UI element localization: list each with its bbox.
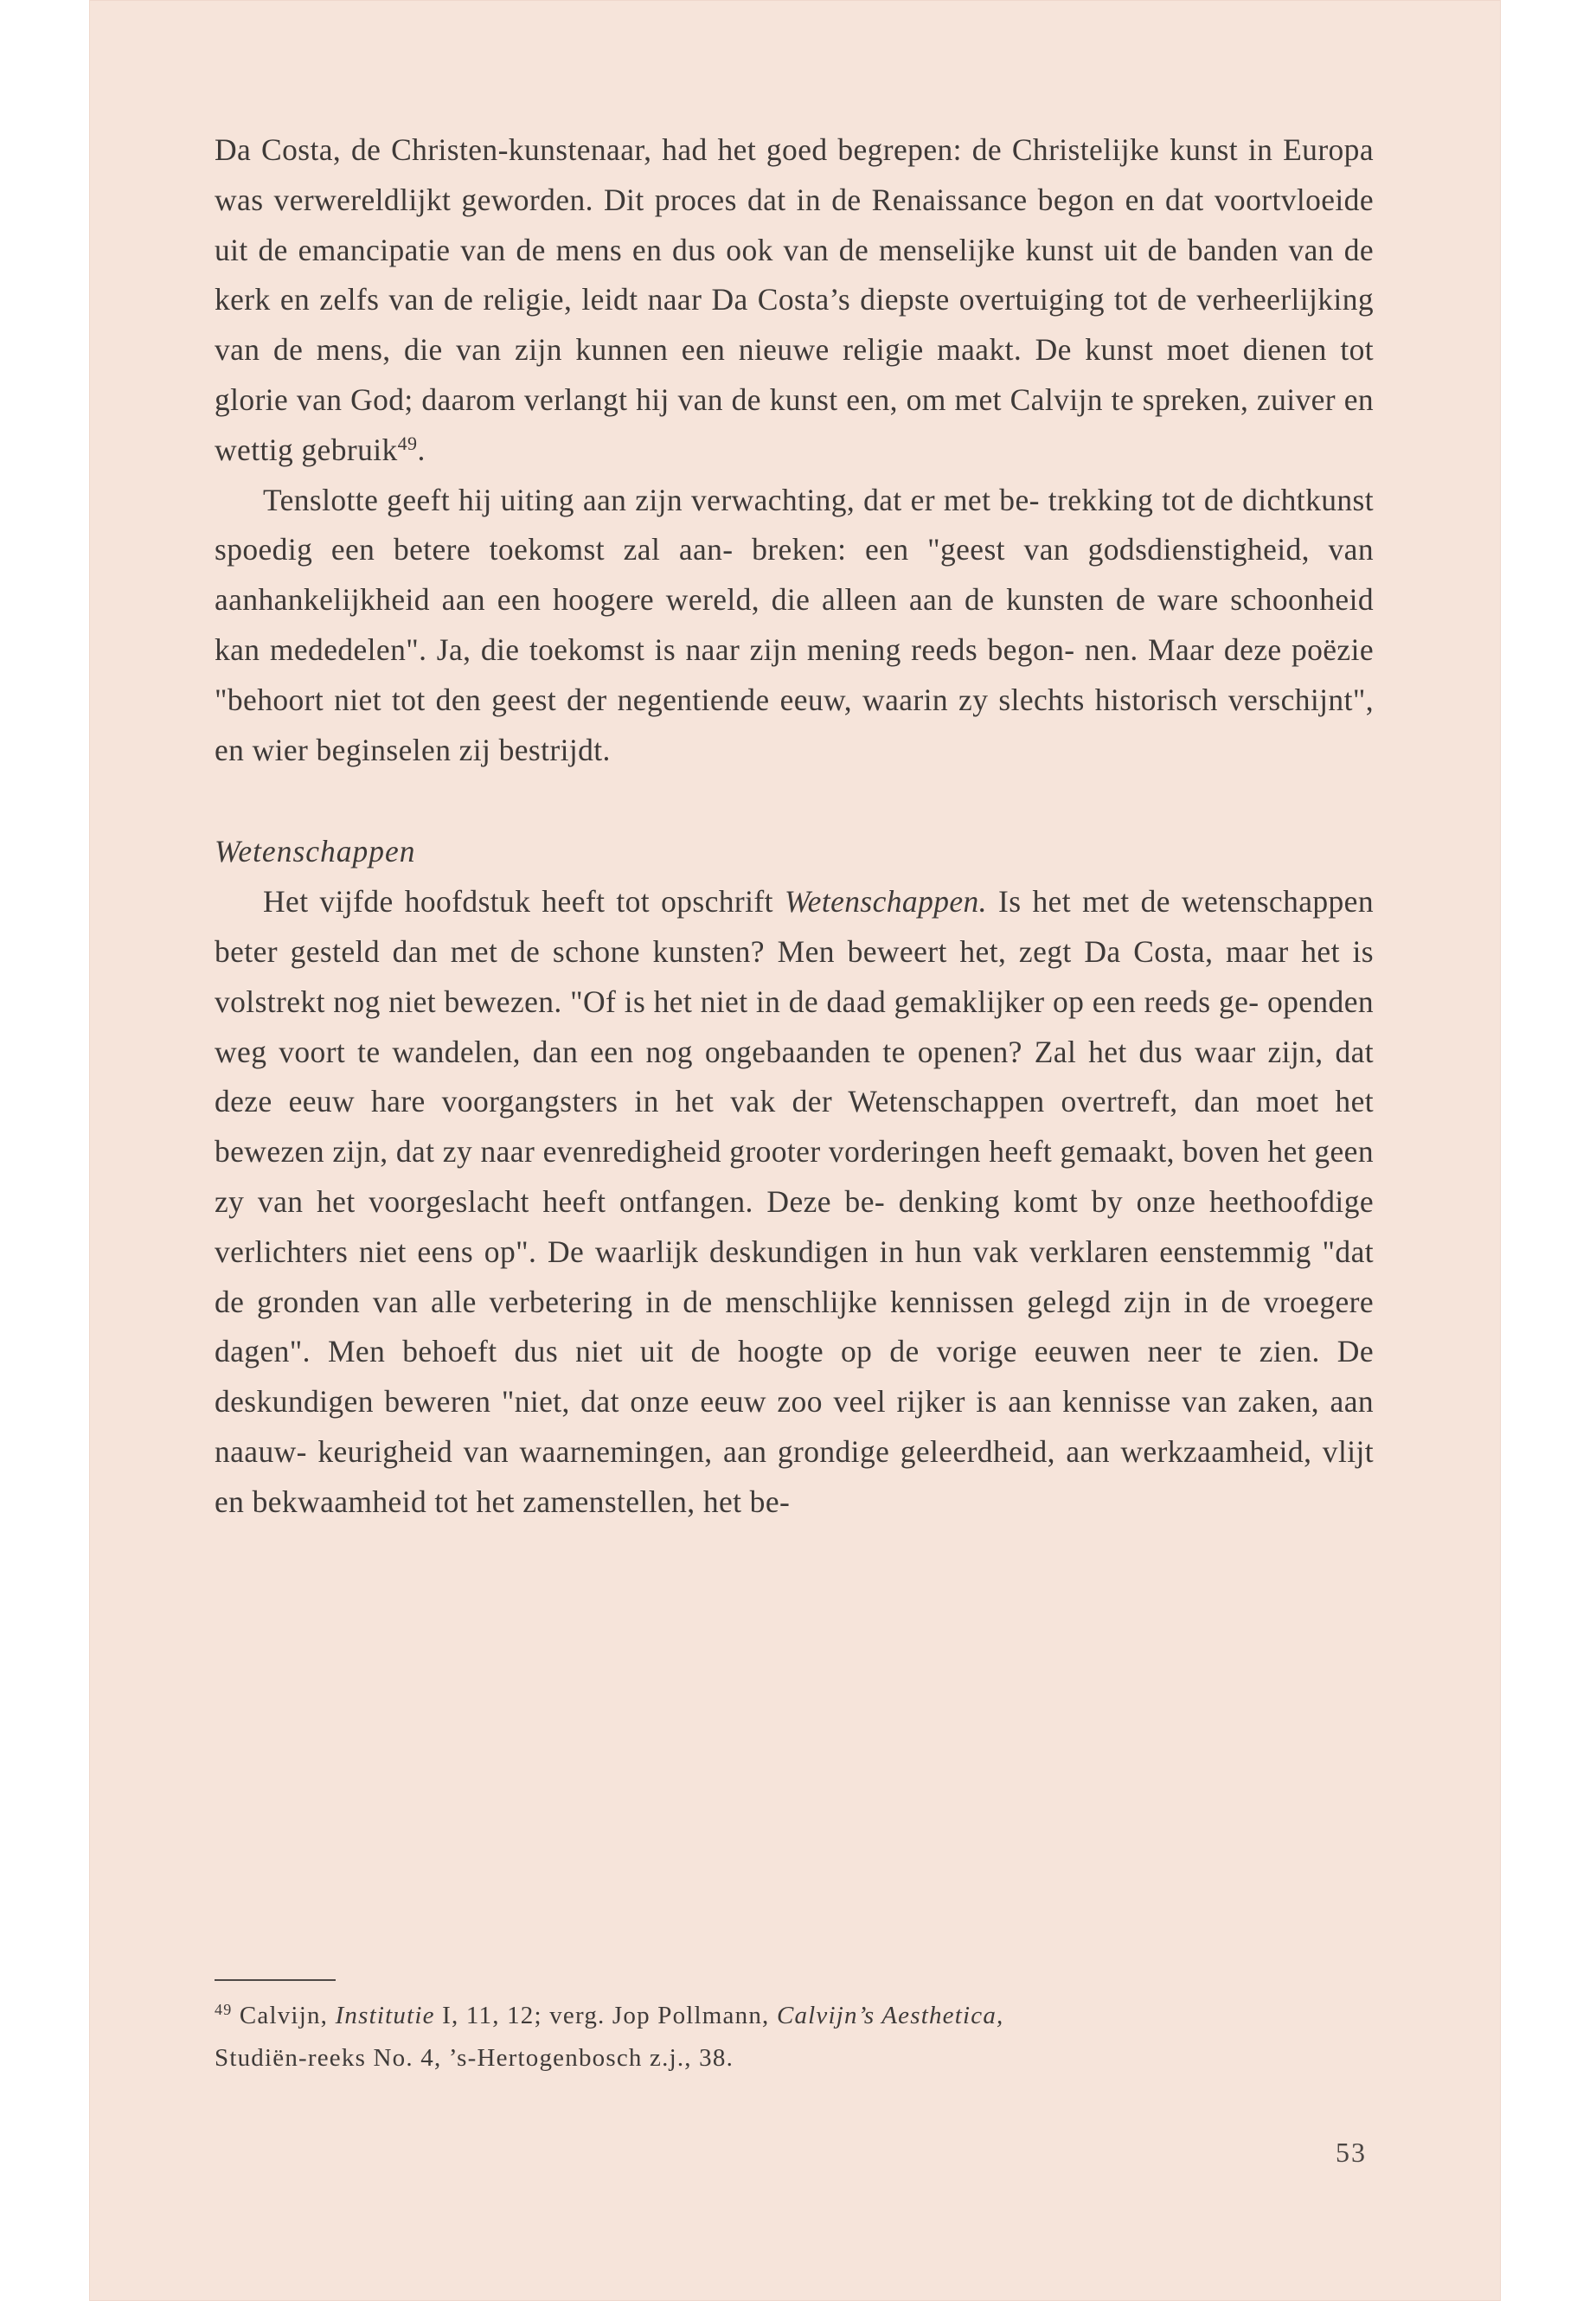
p1-line: Christelijke kunst in Europa was verwereldlijkt geworden. Dit [215, 132, 1374, 217]
section-heading: Wetenschappen [215, 834, 416, 869]
paragraph-1 [215, 125, 1374, 476]
p3-line: zijn in de vroegere dagen". Men behoeft dus niet uit de hoogte op [215, 1284, 1375, 1369]
p2-line: breken: een "geest van godsdienstigheid, van aanhankelijkheid aan [215, 532, 1374, 618]
book-page [89, 0, 1501, 2301]
p3-line: de vorige eeuwen neer te zien. De deskundigen beweren "niet, dat [215, 1334, 1374, 1420]
p2-line: trekking tot de dichtkunst spoedig een betere toekomst zal aan- [215, 482, 1374, 567]
p2-line: een hoogere wereld, die alleen aan de kunsten de ware schoonheid [497, 582, 1375, 618]
p3-after: Is het [998, 884, 1072, 920]
page-number: 53 [1336, 2137, 1367, 2168]
p3-italic-title: Wetenschappen. [784, 884, 987, 920]
p3-intro: Het vijfde hoofdstuk heeft tot opschrift [263, 884, 773, 920]
p3-line: waarlijk deskundigen in hun vak verklaren eenstemmig "dat de [215, 1234, 1374, 1319]
p3-line: keurigheid van waarnemingen, aan grondige geleerdheid, aan [317, 1433, 1110, 1469]
footnote-rule [215, 1979, 336, 1981]
p1-line: banden van de kerk en zelfs van de religie, leidt naar Da Costa’s [215, 232, 1375, 317]
p1-line: proces dat in de Renaissance begon en dat voortvloeide uit de [215, 182, 1374, 267]
footnote-book-title: Calvijn’s Aesthetica, [776, 2002, 1004, 2029]
p3-line: denking komt by onze heethoofdige verlichters niet eens op". De [215, 1183, 1375, 1269]
p1-line: kunnen een nieuwe religie maakt. De kunst moet dienen tot glorie [215, 332, 1374, 417]
p1-end: . [417, 432, 426, 467]
p2-line: zij bestrijdt. [458, 732, 611, 767]
footnote-number: 49 [215, 2001, 233, 2018]
p3-line: werkzaamheid, vlijt en bekwaamheid tot het zamenstellen, het be- [215, 1433, 1374, 1519]
p1-line: emancipatie van de mens en dus ook van de menselijke kunst uit de [298, 232, 1177, 267]
p1-line: Da Costa, de Christen-kunstenaar, had het goed begrepen: de [215, 132, 1003, 167]
footnote [215, 1995, 1374, 2080]
p3-line: gronden van alle verbetering in de menschlijke kennissen gelegd [257, 1284, 1112, 1319]
p3-line: openden weg voort te wandelen, dan een nog ongebaanden te [215, 984, 1375, 1069]
p3-line: Men beweert het, zegt Da Costa, maar het is volstrekt nog niet [215, 933, 1374, 1019]
p1-line: van God; daarom verlangt hij van de kunst een, om met Calvijn te [296, 381, 1135, 417]
footnote-line-1 [215, 1995, 1374, 2037]
footnote-work-title: Institutie [335, 2002, 435, 2029]
paragraph-2 [215, 476, 1374, 776]
p2-line: nen. Maar deze poëzie "behoort niet tot den geest der negentiende [215, 631, 1374, 717]
p2-line: eeuw, waarin zy slechts historisch verschijnt", en wier beginselen [215, 682, 1374, 767]
p2-line: kan mededelen". Ja, die toekomst is naar zijn mening reeds begon- [215, 631, 1075, 667]
footnote-author: Calvijn, [239, 2002, 329, 2029]
p3-line: zijn, dat zy naar evenredigheid grooter vorderingen heeft gemaakt, [332, 1134, 1175, 1170]
p3-line: in het vak der Wetenschappen overtreft, dan moet het bewezen [215, 1084, 1374, 1170]
footnote-ref-text: I, 11, 12; verg. Jop Pollmann, [442, 2002, 770, 2029]
p1-line: spreken, zuiver en wettig gebruik [215, 381, 1375, 467]
p3-line: onze eeuw zoo veel rijker is aan kennisse van zaken, aan naauw- [215, 1384, 1375, 1469]
p3-line: met de wetenschappen beter gesteld dan met de schone kunsten? [215, 884, 1374, 969]
p3-line: boven het geen zy van het voorgeslacht heeft ontfangen. Deze be- [215, 1134, 1374, 1219]
footnote-line-2: Studiën-reeks No. 4, ’s-Hertogenbosch z.j., 38. [215, 2044, 734, 2072]
paragraph-3 [215, 877, 1374, 1527]
body-text [215, 125, 1374, 1528]
p2-line: Tenslotte geeft hij uiting aan zijn verwachting, dat er met be- [263, 482, 1040, 517]
footnote-ref: 49 [397, 432, 418, 454]
p3-line: bewezen. "Of is het niet in de daad gemaklijker op een reeds ge- [444, 984, 1259, 1019]
p1-line: diepste overtuiging tot de verheerlijking van de mens, die van zijn [215, 282, 1374, 368]
p3-line: openen? Zal het dus waar zijn, dat deze eeuw hare voorgangsters [215, 1034, 1375, 1119]
